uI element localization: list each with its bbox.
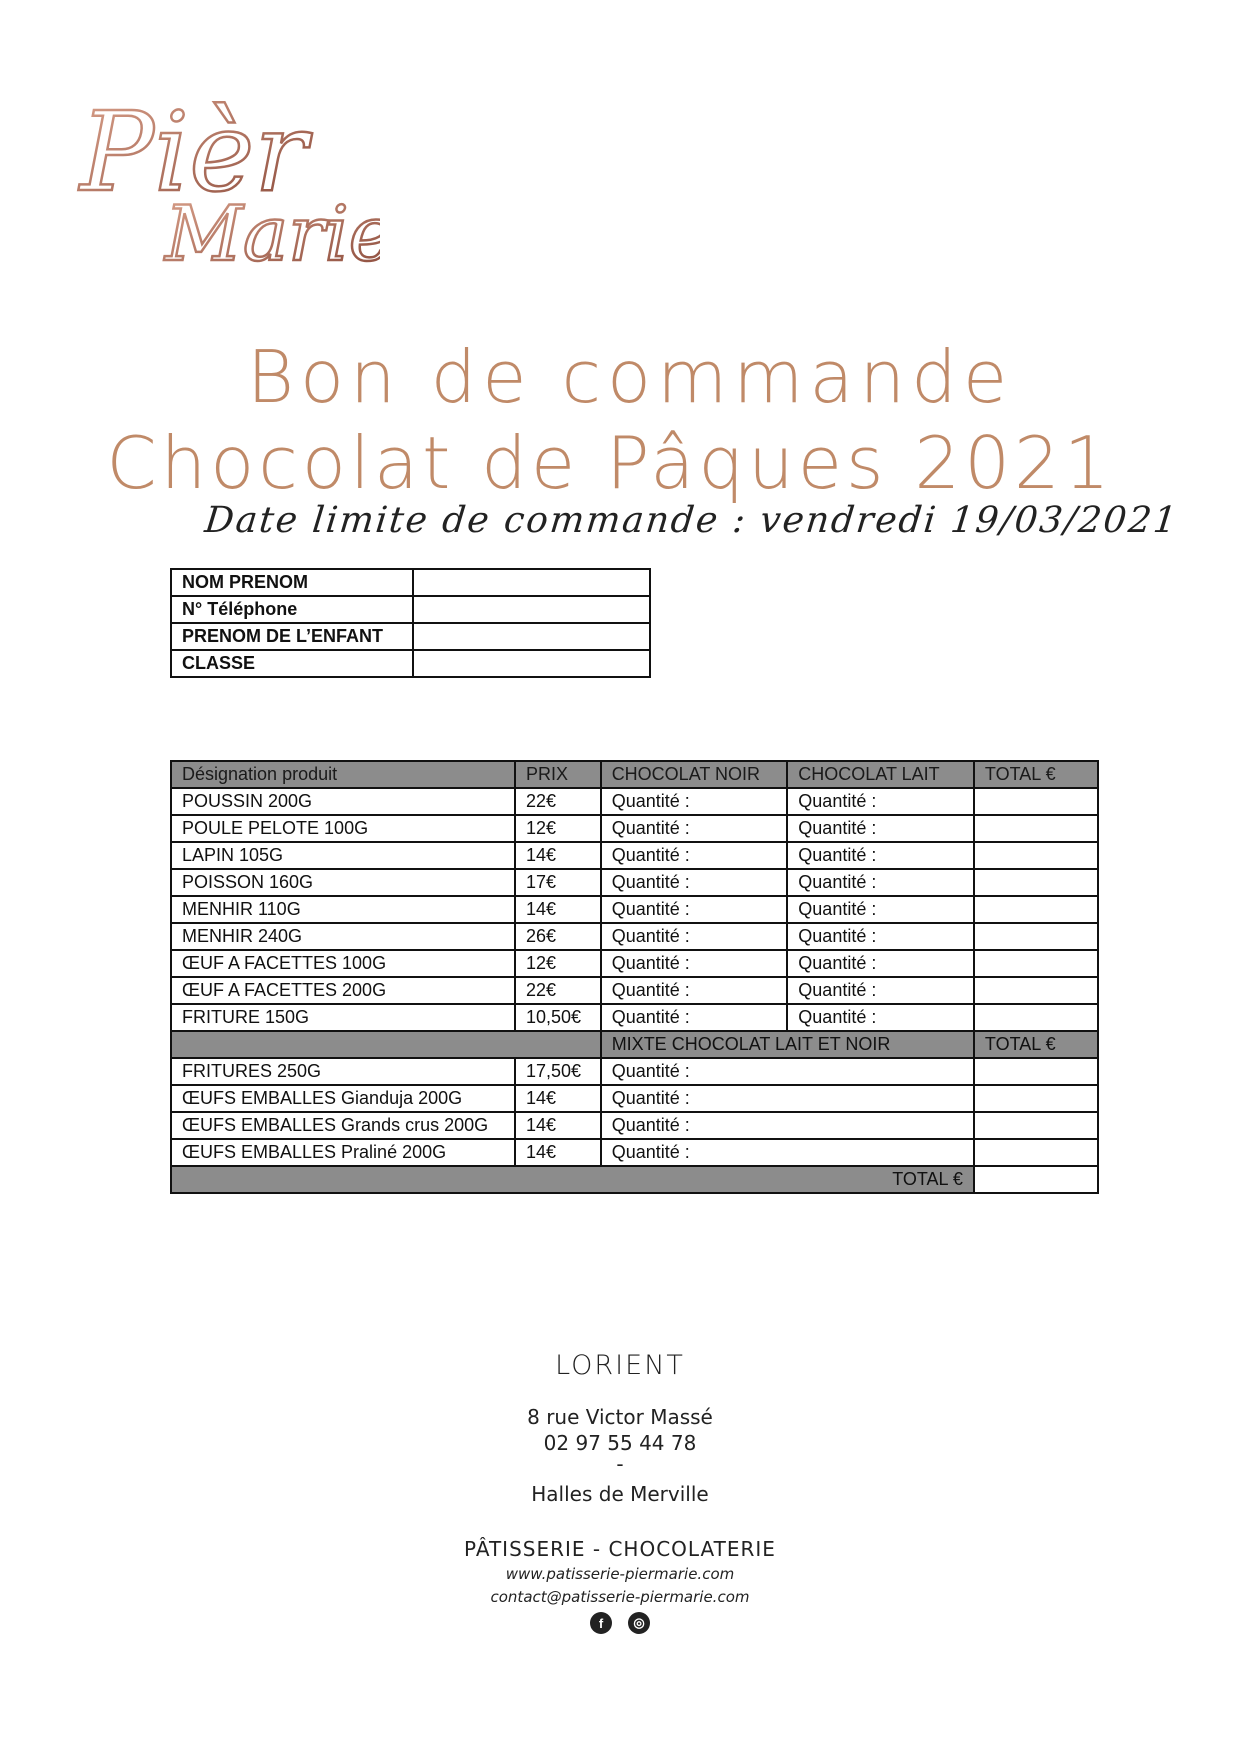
mixed-quantity-field[interactable]: Quantité : bbox=[601, 1112, 974, 1139]
row-total-field[interactable] bbox=[974, 1139, 1098, 1166]
product-name: ŒUFS EMBALLES Praliné 200G bbox=[171, 1139, 515, 1166]
footer-email[interactable]: contact@patisserie-piermarie.com bbox=[490, 1588, 750, 1606]
product-price: 26€ bbox=[515, 923, 601, 950]
milk-quantity-field[interactable]: Quantité : bbox=[787, 896, 974, 923]
product-price: 10,50€ bbox=[515, 1004, 601, 1031]
client-label: PRENOM DE L’ENFANT bbox=[171, 623, 413, 650]
milk-quantity-field[interactable]: Quantité : bbox=[787, 788, 974, 815]
footer-location: Halles de Merville bbox=[531, 1482, 709, 1506]
client-info-table bbox=[170, 568, 651, 678]
product-price: 14€ bbox=[515, 1085, 601, 1112]
dark-quantity-field[interactable]: Quantité : bbox=[601, 815, 788, 842]
footer-website[interactable]: www.patisserie-piermarie.com bbox=[505, 1565, 735, 1583]
mixed-header-spacer bbox=[171, 1031, 601, 1058]
product-price: 14€ bbox=[515, 1139, 601, 1166]
mixed-quantity-field[interactable]: Quantité : bbox=[601, 1139, 974, 1166]
mixed-quantity-field[interactable]: Quantité : bbox=[601, 1058, 974, 1085]
client-label: N° Téléphone bbox=[171, 596, 413, 623]
table-row bbox=[171, 896, 1098, 923]
dark-quantity-field[interactable]: Quantité : bbox=[601, 869, 788, 896]
table-row bbox=[171, 977, 1098, 1004]
row-total-field[interactable] bbox=[974, 869, 1098, 896]
product-price: 12€ bbox=[515, 815, 601, 842]
mixed-rows bbox=[171, 1058, 1098, 1166]
dark-quantity-field[interactable]: Quantité : bbox=[601, 896, 788, 923]
table-header-row bbox=[171, 761, 1098, 788]
client-row-class bbox=[171, 650, 650, 677]
milk-quantity-field[interactable]: Quantité : bbox=[787, 842, 974, 869]
row-total-field[interactable] bbox=[974, 1058, 1098, 1085]
row-total-field[interactable] bbox=[974, 788, 1098, 815]
milk-quantity-field[interactable]: Quantité : bbox=[787, 977, 974, 1004]
row-total-field[interactable] bbox=[974, 815, 1098, 842]
product-price: 22€ bbox=[515, 977, 601, 1004]
social-icons bbox=[590, 1612, 650, 1634]
milk-quantity-field[interactable]: Quantité : bbox=[787, 815, 974, 842]
milk-quantity-field[interactable]: Quantité : bbox=[787, 950, 974, 977]
row-total-field[interactable] bbox=[974, 842, 1098, 869]
page-title bbox=[0, 335, 1240, 505]
footer-city: LORIENT bbox=[555, 1350, 685, 1381]
product-name: MENHIR 240G bbox=[171, 923, 515, 950]
row-total-field[interactable] bbox=[974, 896, 1098, 923]
milk-quantity-field[interactable]: Quantité : bbox=[787, 869, 974, 896]
svg-text:Pièr: Pièr bbox=[80, 88, 307, 216]
footer-separator: - bbox=[616, 1452, 624, 1476]
product-price: 14€ bbox=[515, 896, 601, 923]
row-total-field[interactable] bbox=[974, 1112, 1098, 1139]
footer-business: PÂTISSERIE - CHOCOLATERIE bbox=[464, 1537, 776, 1561]
product-price: 14€ bbox=[515, 842, 601, 869]
product-name: POISSON 160G bbox=[171, 869, 515, 896]
product-name: MENHIR 110G bbox=[171, 896, 515, 923]
order-deadline: Date limite de commande : vendredi 19/03/2021 bbox=[202, 500, 1181, 541]
header-price: PRIX bbox=[515, 761, 601, 788]
product-price: 22€ bbox=[515, 788, 601, 815]
row-total-field[interactable] bbox=[974, 923, 1098, 950]
client-name-field[interactable] bbox=[413, 569, 650, 596]
table-row bbox=[171, 869, 1098, 896]
product-name: ŒUFS EMBALLES Gianduja 200G bbox=[171, 1085, 515, 1112]
brand-logo bbox=[70, 70, 380, 290]
header-total: TOTAL € bbox=[974, 761, 1098, 788]
table-row bbox=[171, 1058, 1098, 1085]
table-row bbox=[171, 923, 1098, 950]
row-total-field[interactable] bbox=[974, 977, 1098, 1004]
product-name: ŒUFS EMBALLES Grands crus 200G bbox=[171, 1112, 515, 1139]
header-milk-chocolate: CHOCOLAT LAIT bbox=[787, 761, 974, 788]
title-line-1: Bon de commande bbox=[246, 335, 1014, 419]
table-row bbox=[171, 1004, 1098, 1031]
client-class-field[interactable] bbox=[413, 650, 650, 677]
client-phone-field[interactable] bbox=[413, 596, 650, 623]
dark-quantity-field[interactable]: Quantité : bbox=[601, 977, 788, 1004]
product-price: 14€ bbox=[515, 1112, 601, 1139]
mixed-quantity-field[interactable]: Quantité : bbox=[601, 1085, 974, 1112]
client-child-field[interactable] bbox=[413, 623, 650, 650]
facebook-icon[interactable]: f bbox=[590, 1612, 612, 1634]
milk-quantity-field[interactable]: Quantité : bbox=[787, 1004, 974, 1031]
dark-quantity-field[interactable]: Quantité : bbox=[601, 950, 788, 977]
grand-total-field[interactable] bbox=[974, 1166, 1098, 1193]
product-name: FRITURE 150G bbox=[171, 1004, 515, 1031]
product-price: 12€ bbox=[515, 950, 601, 977]
client-row-child bbox=[171, 623, 650, 650]
header-dark-chocolate: CHOCOLAT NOIR bbox=[601, 761, 788, 788]
table-row bbox=[171, 1112, 1098, 1139]
footer-phone: 02 97 55 44 78 bbox=[543, 1431, 697, 1455]
grand-total-label: TOTAL € bbox=[171, 1166, 974, 1193]
client-label: CLASSE bbox=[171, 650, 413, 677]
mixed-header-row bbox=[171, 1031, 1098, 1058]
dark-quantity-field[interactable]: Quantité : bbox=[601, 1004, 788, 1031]
product-price: 17,50€ bbox=[515, 1058, 601, 1085]
row-total-field[interactable] bbox=[974, 1085, 1098, 1112]
row-total-field[interactable] bbox=[974, 950, 1098, 977]
title-line-2: Chocolat de Pâques 2021 bbox=[106, 421, 1114, 505]
footer-address: 8 rue Victor Massé bbox=[527, 1405, 713, 1429]
product-name: POULE PELOTE 100G bbox=[171, 815, 515, 842]
product-name: ŒUF A FACETTES 200G bbox=[171, 977, 515, 1004]
table-row bbox=[171, 842, 1098, 869]
svg-text:Marie: Marie bbox=[165, 189, 380, 278]
table-row bbox=[171, 1139, 1098, 1166]
instagram-icon[interactable]: ◎ bbox=[628, 1612, 650, 1634]
table-row bbox=[171, 1085, 1098, 1112]
product-name: LAPIN 105G bbox=[171, 842, 515, 869]
mixed-header-total: TOTAL € bbox=[974, 1031, 1098, 1058]
mixed-header-label: MIXTE CHOCOLAT LAIT ET NOIR bbox=[601, 1031, 974, 1058]
products-table bbox=[170, 760, 1099, 1194]
dark-quantity-field[interactable]: Quantité : bbox=[601, 788, 788, 815]
client-label: NOM PRENOM bbox=[171, 569, 413, 596]
dark-quantity-field[interactable]: Quantité : bbox=[601, 842, 788, 869]
product-rows bbox=[171, 788, 1098, 1031]
product-name: ŒUF A FACETTES 100G bbox=[171, 950, 515, 977]
milk-quantity-field[interactable]: Quantité : bbox=[787, 923, 974, 950]
product-name: POUSSIN 200G bbox=[171, 788, 515, 815]
dark-quantity-field[interactable]: Quantité : bbox=[601, 923, 788, 950]
product-name: FRITURES 250G bbox=[171, 1058, 515, 1085]
header-designation: Désignation produit bbox=[171, 761, 515, 788]
client-row-name bbox=[171, 569, 650, 596]
row-total-field[interactable] bbox=[974, 1004, 1098, 1031]
table-row bbox=[171, 950, 1098, 977]
product-price: 17€ bbox=[515, 869, 601, 896]
table-row bbox=[171, 788, 1098, 815]
table-row bbox=[171, 815, 1098, 842]
client-row-phone bbox=[171, 596, 650, 623]
grand-total-row bbox=[171, 1166, 1098, 1193]
